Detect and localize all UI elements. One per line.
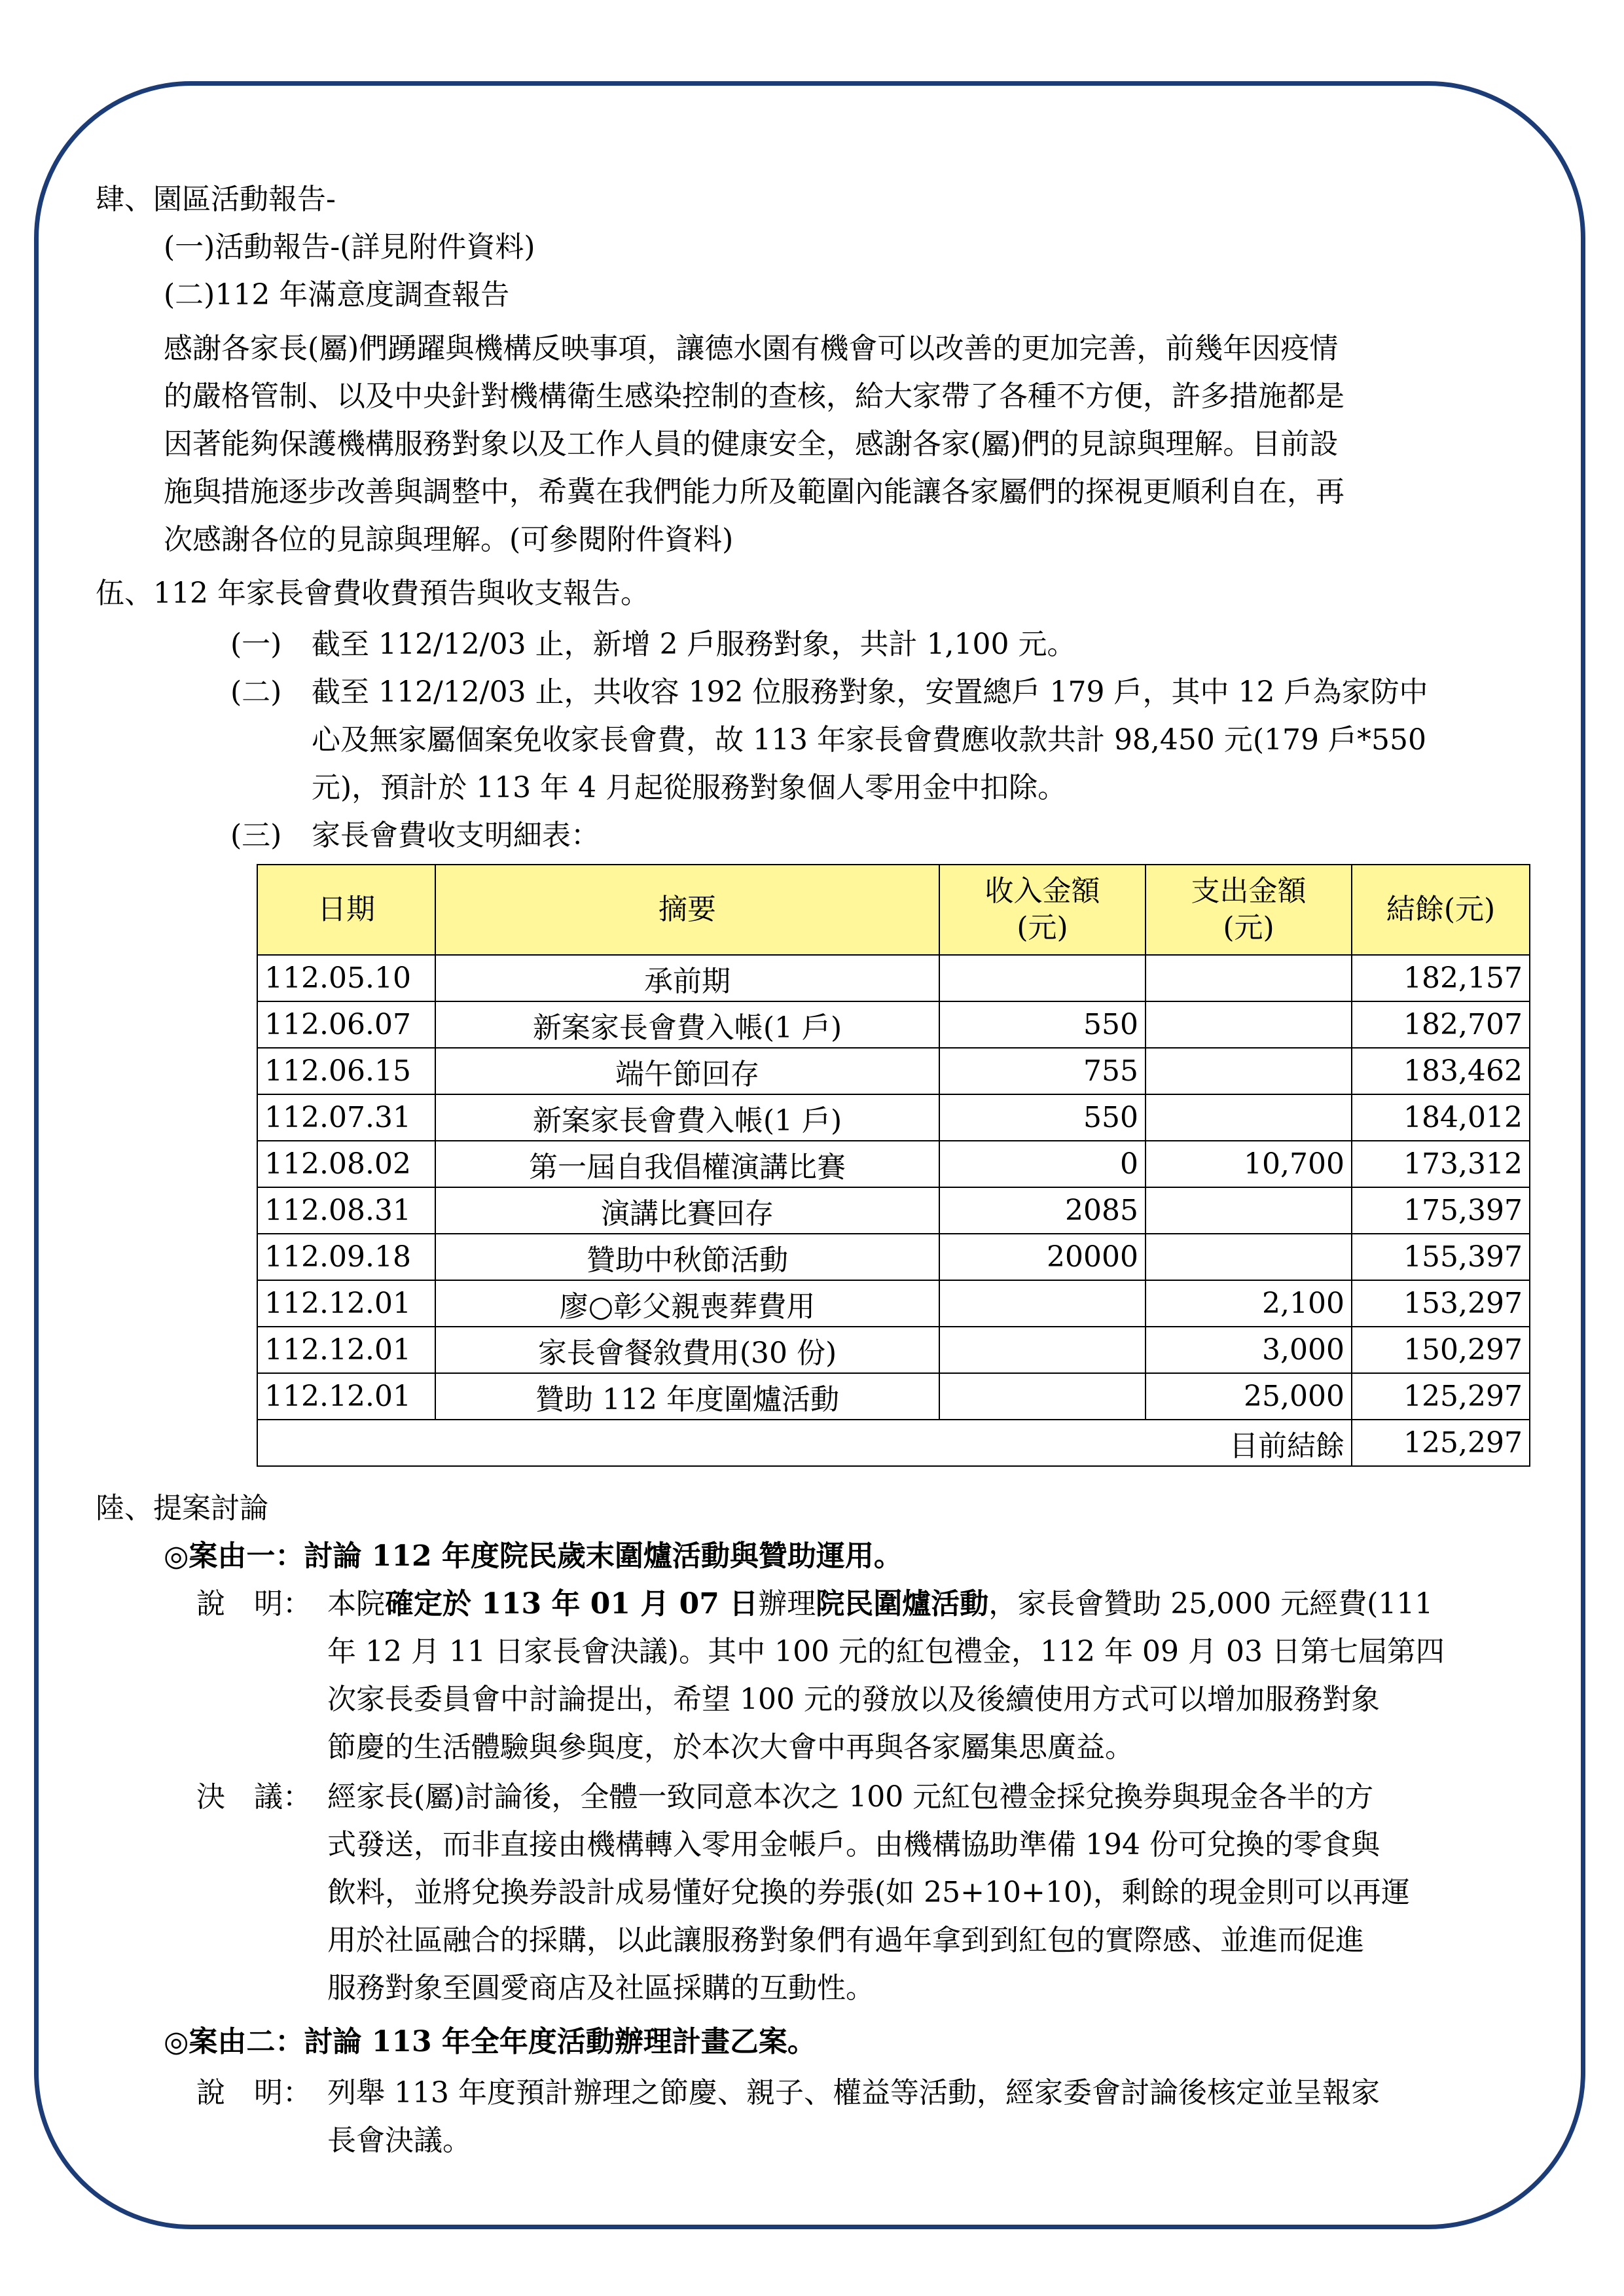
cell-income: 755: [939, 1048, 1146, 1094]
cell-summary: 新案家長會費入帳(1 戶): [435, 1001, 939, 1048]
cell-balance: 155,397: [1352, 1234, 1530, 1280]
cell-date: 112.06.07: [257, 1001, 435, 1048]
case1-resolution-line: 經家長(屬)討論後，全體一致同意本次之 100 元紅包禮金採兌換券與現金各半的方: [327, 1780, 1374, 1814]
cell-summary: 廖○彰父親喪葬費用: [435, 1280, 939, 1327]
case1-explanation-line: 年 12 月 11 日家長會決議)。其中 100 元的紅包禮金，112 年 09 月 03 日第七屆第四: [327, 1635, 1445, 1668]
case2-explanation-label: 說 明：: [196, 2076, 312, 2109]
cell-expense: [1146, 1048, 1352, 1094]
header-income-line2: (元): [1017, 911, 1068, 944]
table-row: [257, 955, 1530, 1001]
header-income: [939, 865, 1146, 955]
cell-summary: 新案家長會費入帳(1 戶): [435, 1094, 939, 1141]
cell-summary: 承前期: [435, 955, 939, 1001]
cell-date: 112.12.01: [257, 1327, 435, 1373]
cell-expense: [1146, 1094, 1352, 1141]
section4-paragraph-line: 施與措施逐步改善與調整中，希冀在我們能力所及範圍內能讓各家屬們的探視更順利自在，再: [164, 475, 1344, 509]
case1-resolution-line: 用於社區融合的採購，以此讓服務對象們有過年拿到到紅包的實際感、並進而促進: [327, 1924, 1364, 1957]
table-row: [257, 1141, 1530, 1187]
table-row: [257, 1094, 1530, 1141]
table-row: [257, 1001, 1530, 1048]
section5-item1-number: (一): [230, 628, 282, 661]
table-row: [257, 1327, 1530, 1373]
case1-expl-part: ，家長會贊助 25,000 元經費(111: [988, 1587, 1434, 1621]
case1-expl-event: 院民圍爐活動: [816, 1587, 989, 1621]
cell-income: 20000: [939, 1234, 1146, 1280]
section4-paragraph-line: 的嚴格管制、以及中央針對機構衛生感染控制的查核，給大家帶了各種不方便，許多措施都是: [164, 380, 1344, 413]
cell-balance: 153,297: [1352, 1280, 1530, 1327]
cell-expense: [1146, 1001, 1352, 1048]
cell-expense: 10,700: [1146, 1141, 1352, 1187]
cell-income: [939, 1280, 1146, 1327]
total-balance: 125,297: [1352, 1420, 1530, 1466]
section4-paragraph-line: 因著能夠保護機構服務對象以及工作人員的健康安全，感謝各家(屬)們的見諒與理解。目前設: [164, 427, 1339, 461]
case1-explanation-line: [327, 1585, 1433, 1624]
cell-balance: 182,157: [1352, 955, 1530, 1001]
cell-date: 112.07.31: [257, 1094, 435, 1141]
cell-income: [939, 1327, 1146, 1373]
cell-summary: 贊助中秋節活動: [435, 1234, 939, 1280]
case1-expl-date: 確定於 113 年 01 月 07 日: [385, 1587, 759, 1621]
cell-expense: 2,100: [1146, 1280, 1352, 1327]
case1-resolution-line: 服務對象至圓愛商店及社區採購的互動性。: [327, 1971, 875, 2005]
case1-expl-part: 辦理: [758, 1587, 816, 1621]
cell-income: 550: [939, 1001, 1146, 1048]
case1-expl-part: 本院: [327, 1587, 385, 1621]
table-row: [257, 1234, 1530, 1280]
table-total-row: [257, 1420, 1530, 1466]
cell-income: 2085: [939, 1187, 1146, 1234]
cell-balance: 184,012: [1352, 1094, 1530, 1141]
section5-item1-text: 截至 112/12/03 止，新增 2 戶服務對象，共計 1,100 元。: [312, 628, 1076, 661]
case2-explanation-line: 列舉 113 年度預計辦理之節慶、親子、權益等活動，經家委會討論後核定並呈報家: [327, 2076, 1380, 2109]
cell-income: 550: [939, 1094, 1146, 1141]
cell-summary: 端午節回存: [435, 1048, 939, 1094]
table-row: [257, 1373, 1530, 1420]
cell-balance: 125,297: [1352, 1373, 1530, 1420]
total-label: 目前結餘: [257, 1420, 1352, 1466]
cell-date: 112.12.01: [257, 1280, 435, 1327]
header-date: 日期: [257, 865, 435, 955]
cell-date: 112.12.01: [257, 1373, 435, 1420]
section4-item1: (一)活動報告-(詳見附件資料): [164, 230, 535, 264]
cell-expense: [1146, 1234, 1352, 1280]
cell-date: 112.09.18: [257, 1234, 435, 1280]
cell-income: 0: [939, 1141, 1146, 1187]
case2-title: ◎案由二：討論 113 年全年度活動辦理計畫乙案。: [164, 2025, 816, 2058]
case1-explanation-line: 次家長委員會中討論提出，希望 100 元的發放以及後續使用方式可以增加服務對象: [327, 1683, 1380, 1716]
section5-item2-line: 元)，預計於 113 年 4 月起從服務對象個人零用金中扣除。: [312, 771, 1067, 804]
section4-paragraph-line: 次感謝各位的見諒與理解。(可參閱附件資料): [164, 523, 734, 556]
cell-balance: 150,297: [1352, 1327, 1530, 1373]
case1-resolution-line: 飲料，並將兌換券設計成易懂好兌換的券張(如 25+10+10)，剩餘的現金則可以再運: [327, 1876, 1411, 1909]
header-expense: [1146, 865, 1352, 955]
case1-title: ◎案由一：討論 112 年度院民歲末圍爐活動與贊助運用。: [164, 1539, 903, 1573]
case1-resolution-label: 決 議：: [196, 1780, 312, 1814]
cell-date: 112.06.15: [257, 1048, 435, 1094]
table-header-row: [257, 865, 1530, 955]
cell-expense: [1146, 1187, 1352, 1234]
cell-date: 112.05.10: [257, 955, 435, 1001]
section5-heading: 伍、112 年家長會費收費預告與收支報告。: [96, 577, 649, 610]
cell-income: [939, 1373, 1146, 1420]
cell-summary: 贊助 112 年度圍爐活動: [435, 1373, 939, 1420]
case1-explanation-label: 說 明：: [196, 1587, 312, 1621]
cell-balance: 183,462: [1352, 1048, 1530, 1094]
case2-explanation-line: 長會決議。: [327, 2124, 471, 2157]
cell-expense: [1146, 955, 1352, 1001]
fee-ledger-table: [257, 864, 1530, 1467]
cell-date: 112.08.02: [257, 1141, 435, 1187]
cell-expense: 3,000: [1146, 1327, 1352, 1373]
section4-heading: 肆、園區活動報告-: [96, 183, 336, 216]
cell-summary: 家長會餐敘費用(30 份): [435, 1327, 939, 1373]
section5-item2-number: (二): [230, 675, 282, 709]
cell-balance: 175,397: [1352, 1187, 1530, 1234]
section4-paragraph-line: 感謝各家長(屬)們踴躍與機構反映事項，讓德水園有機會可以改善的更加完善，前幾年因疫情: [164, 332, 1339, 365]
header-summary: 摘要: [435, 865, 939, 955]
header-expense-line2: (元): [1223, 911, 1274, 944]
table-row: [257, 1048, 1530, 1094]
header-income-line1: 收入金額: [984, 874, 1100, 908]
table-row: [257, 1187, 1530, 1234]
section5-item2-line: 截至 112/12/03 止，共收容 192 位服務對象，安置總戶 179 戶，其中 12 戶為家防中: [312, 675, 1428, 709]
cell-expense: 25,000: [1146, 1373, 1352, 1420]
case1-resolution-line: 式發送，而非直接由機構轉入零用金帳戶。由機構協助準備 194 份可兌換的零食與: [327, 1828, 1380, 1861]
cell-summary: 第一屆自我倡權演講比賽: [435, 1141, 939, 1187]
section5-item3-text: 家長會費收支明細表：: [312, 819, 600, 852]
header-balance: 結餘(元): [1352, 865, 1530, 955]
cell-summary: 演講比賽回存: [435, 1187, 939, 1234]
section6-heading: 陸、提案討論: [96, 1492, 268, 1525]
cell-date: 112.08.31: [257, 1187, 435, 1234]
case1-explanation-line: 節慶的生活體驗與參與度，於本次大會中再與各家屬集思廣益。: [327, 1731, 1134, 1764]
cell-balance: 173,312: [1352, 1141, 1530, 1187]
section5-item3-number: (三): [230, 819, 282, 852]
section4-item2: (二)112 年滿意度調查報告: [164, 278, 510, 312]
header-expense-line1: 支出金額: [1191, 874, 1307, 908]
table-row: [257, 1280, 1530, 1327]
cell-income: [939, 955, 1146, 1001]
section5-item2-line: 心及無家屬個案免收家長會費，故 113 年家長會費應收款共計 98,450 元(179 戶*550: [312, 723, 1426, 757]
cell-balance: 182,707: [1352, 1001, 1530, 1048]
